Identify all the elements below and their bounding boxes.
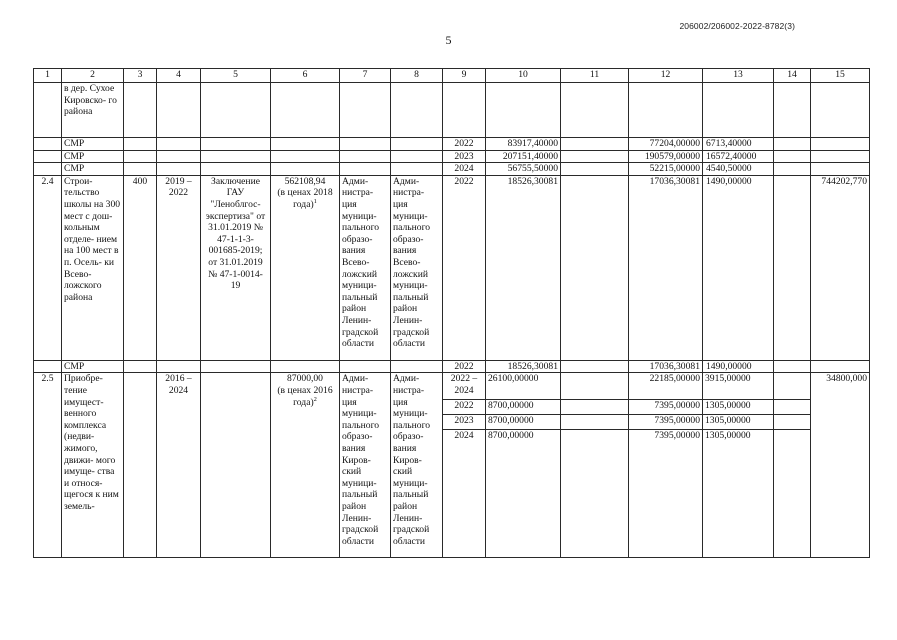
amount-cell: 4540,50000 bbox=[703, 163, 774, 176]
period-cell: 2019 – 2022 bbox=[157, 175, 201, 360]
amount-cell: 52215,00000 bbox=[629, 163, 703, 176]
smr-label: СМР bbox=[62, 360, 124, 373]
header-cell: 4 bbox=[157, 69, 201, 83]
empty-stack bbox=[561, 373, 629, 558]
table-row bbox=[34, 373, 870, 558]
object-name: Приобре- тение имущест- венного комплекса (недви- жимого, движи- мого имуще- ства и относя- щегося к ним земель- bbox=[62, 373, 124, 558]
total-cell: 744202,770 bbox=[811, 175, 870, 360]
header-cell: 15 bbox=[811, 69, 870, 83]
smr-label: СМР bbox=[62, 138, 124, 151]
header-cell: 3 bbox=[124, 69, 157, 83]
header-cell: 13 bbox=[703, 69, 774, 83]
amount-cell: 77204,00000 bbox=[629, 138, 703, 151]
object-name: Строи- тельство школы на 300 мест с дош- кольным отделе- нием на 100 мест в п. Осель- ки Всево- ложского района bbox=[62, 175, 124, 360]
row-number: 2.5 bbox=[34, 373, 62, 558]
empty-stack bbox=[774, 373, 811, 558]
expertise-cell: Заключение ГАУ "Леноблгос- экспертиза" от 31.01.2019 № 47-1-1-3- 001685-2019; от 31.01.2019 № 47-1-0014- 19 bbox=[201, 175, 271, 360]
amount-cell: 1305,00000 bbox=[703, 415, 773, 430]
cost-cell bbox=[271, 175, 340, 360]
row-number: 2.4 bbox=[34, 175, 62, 360]
amount-cell: 8700,00000 bbox=[488, 430, 534, 442]
customer-cell: Адми- нистра- ция муници- пального образо- вания Киров- ский муници- пальный район Ленин- градской области bbox=[340, 373, 391, 558]
amount-cell: 1490,00000 bbox=[703, 175, 774, 360]
table-row bbox=[34, 83, 870, 138]
amount-stack bbox=[629, 373, 703, 558]
header-cell: 2 bbox=[62, 69, 124, 83]
developer-cell: Адми- нистра- ция муници- пального образо- вания Всево- ложский муници- пальный район Ленин- градской области bbox=[391, 175, 443, 360]
program-table bbox=[33, 68, 870, 558]
amount-cell: 1490,00000 bbox=[703, 360, 774, 373]
amount-cell: 18526,30081 bbox=[486, 360, 561, 373]
amount-cell: 7395,00000 bbox=[629, 400, 702, 415]
customer-cell: Адми- нистра- ция муници- пального образо- вания Всево- ложский муници- пальный район Ленин- градской области bbox=[340, 175, 391, 360]
header-row bbox=[34, 69, 870, 83]
header-cell: 10 bbox=[486, 69, 561, 83]
amount-cell: 190579,00000 bbox=[629, 150, 703, 163]
amount-cell: 7395,00000 bbox=[629, 415, 702, 430]
amount-cell: 17036,30081 bbox=[629, 175, 703, 360]
page-number: 5 bbox=[445, 33, 452, 47]
amount-cell: 3915,00000 bbox=[703, 373, 773, 400]
year-cell: 2023 bbox=[443, 150, 486, 163]
year-cell: 2024 bbox=[443, 163, 486, 176]
year-cell: 2022 bbox=[443, 360, 486, 373]
amount-cell: 7395,00000 bbox=[654, 430, 700, 442]
amount-cell: 22185,00000 bbox=[629, 373, 702, 400]
cost-note: (в ценах 2018 года) bbox=[277, 187, 333, 210]
year-stack bbox=[443, 373, 486, 558]
amount-cell: 16572,40000 bbox=[703, 150, 774, 163]
header-cell: 1 bbox=[34, 69, 62, 83]
header-cell: 9 bbox=[443, 69, 486, 83]
amount-cell: 26100,00000 bbox=[486, 373, 560, 400]
year-cell: 2024 bbox=[454, 430, 474, 442]
amount-cell: 6713,40000 bbox=[703, 138, 774, 151]
document-id: 206002/206002-2022-8782(3) bbox=[679, 21, 795, 31]
period-cell: 2016 – 2024 bbox=[157, 373, 201, 558]
cost-cell bbox=[271, 373, 340, 558]
table-row bbox=[34, 138, 870, 151]
amount-cell: 17036,30081 bbox=[629, 360, 703, 373]
header-cell: 7 bbox=[340, 69, 391, 83]
year-cell: 2022 bbox=[443, 400, 485, 415]
smr-label: СМР bbox=[62, 163, 124, 176]
table-row bbox=[34, 163, 870, 176]
year-cell: 2022 bbox=[443, 175, 486, 360]
table-row bbox=[34, 360, 870, 373]
header-cell: 5 bbox=[201, 69, 271, 83]
amount-stack bbox=[703, 373, 774, 558]
amount-cell: 56755,50000 bbox=[486, 163, 561, 176]
smr-label: СМР bbox=[62, 150, 124, 163]
header-cell: 6 bbox=[271, 69, 340, 83]
cost-note: (в ценах 2016 года) bbox=[277, 384, 333, 408]
year-cell: 2022 – 2024 bbox=[443, 373, 485, 400]
footnote-marker: 1 bbox=[313, 197, 317, 205]
amount-cell: 1305,00000 bbox=[703, 400, 773, 415]
cost-value: 562108,94 bbox=[284, 175, 326, 187]
amount-cell: 18526,30081 bbox=[486, 175, 561, 360]
cost-value: 87000,00 bbox=[287, 373, 323, 385]
year-cell: 2023 bbox=[443, 415, 485, 430]
amount-cell: 8700,00000 bbox=[486, 415, 560, 430]
capacity-cell: 400 bbox=[124, 175, 157, 360]
developer-cell: Адми- нистра- ция муници- пального образо- вания Киров- ский муници- пальный район Ленин- градской области bbox=[391, 373, 443, 558]
amount-cell: 83917,40000 bbox=[486, 138, 561, 151]
header-cell: 12 bbox=[629, 69, 703, 83]
amount-cell: 207151,40000 bbox=[486, 150, 561, 163]
footnote-marker: 2 bbox=[313, 395, 317, 403]
year-cell: 2022 bbox=[443, 138, 486, 151]
total-cell: 34800,000 bbox=[811, 373, 870, 558]
amount-cell: 1305,00000 bbox=[705, 430, 751, 442]
header-cell: 11 bbox=[561, 69, 629, 83]
object-name: в дер. Сухое Кировско- го района bbox=[62, 83, 124, 138]
table-row bbox=[34, 150, 870, 163]
amount-cell: 8700,00000 bbox=[486, 400, 560, 415]
table-row bbox=[34, 175, 870, 360]
header-cell: 14 bbox=[774, 69, 811, 83]
header-cell: 8 bbox=[391, 69, 443, 83]
amount-stack bbox=[486, 373, 561, 558]
